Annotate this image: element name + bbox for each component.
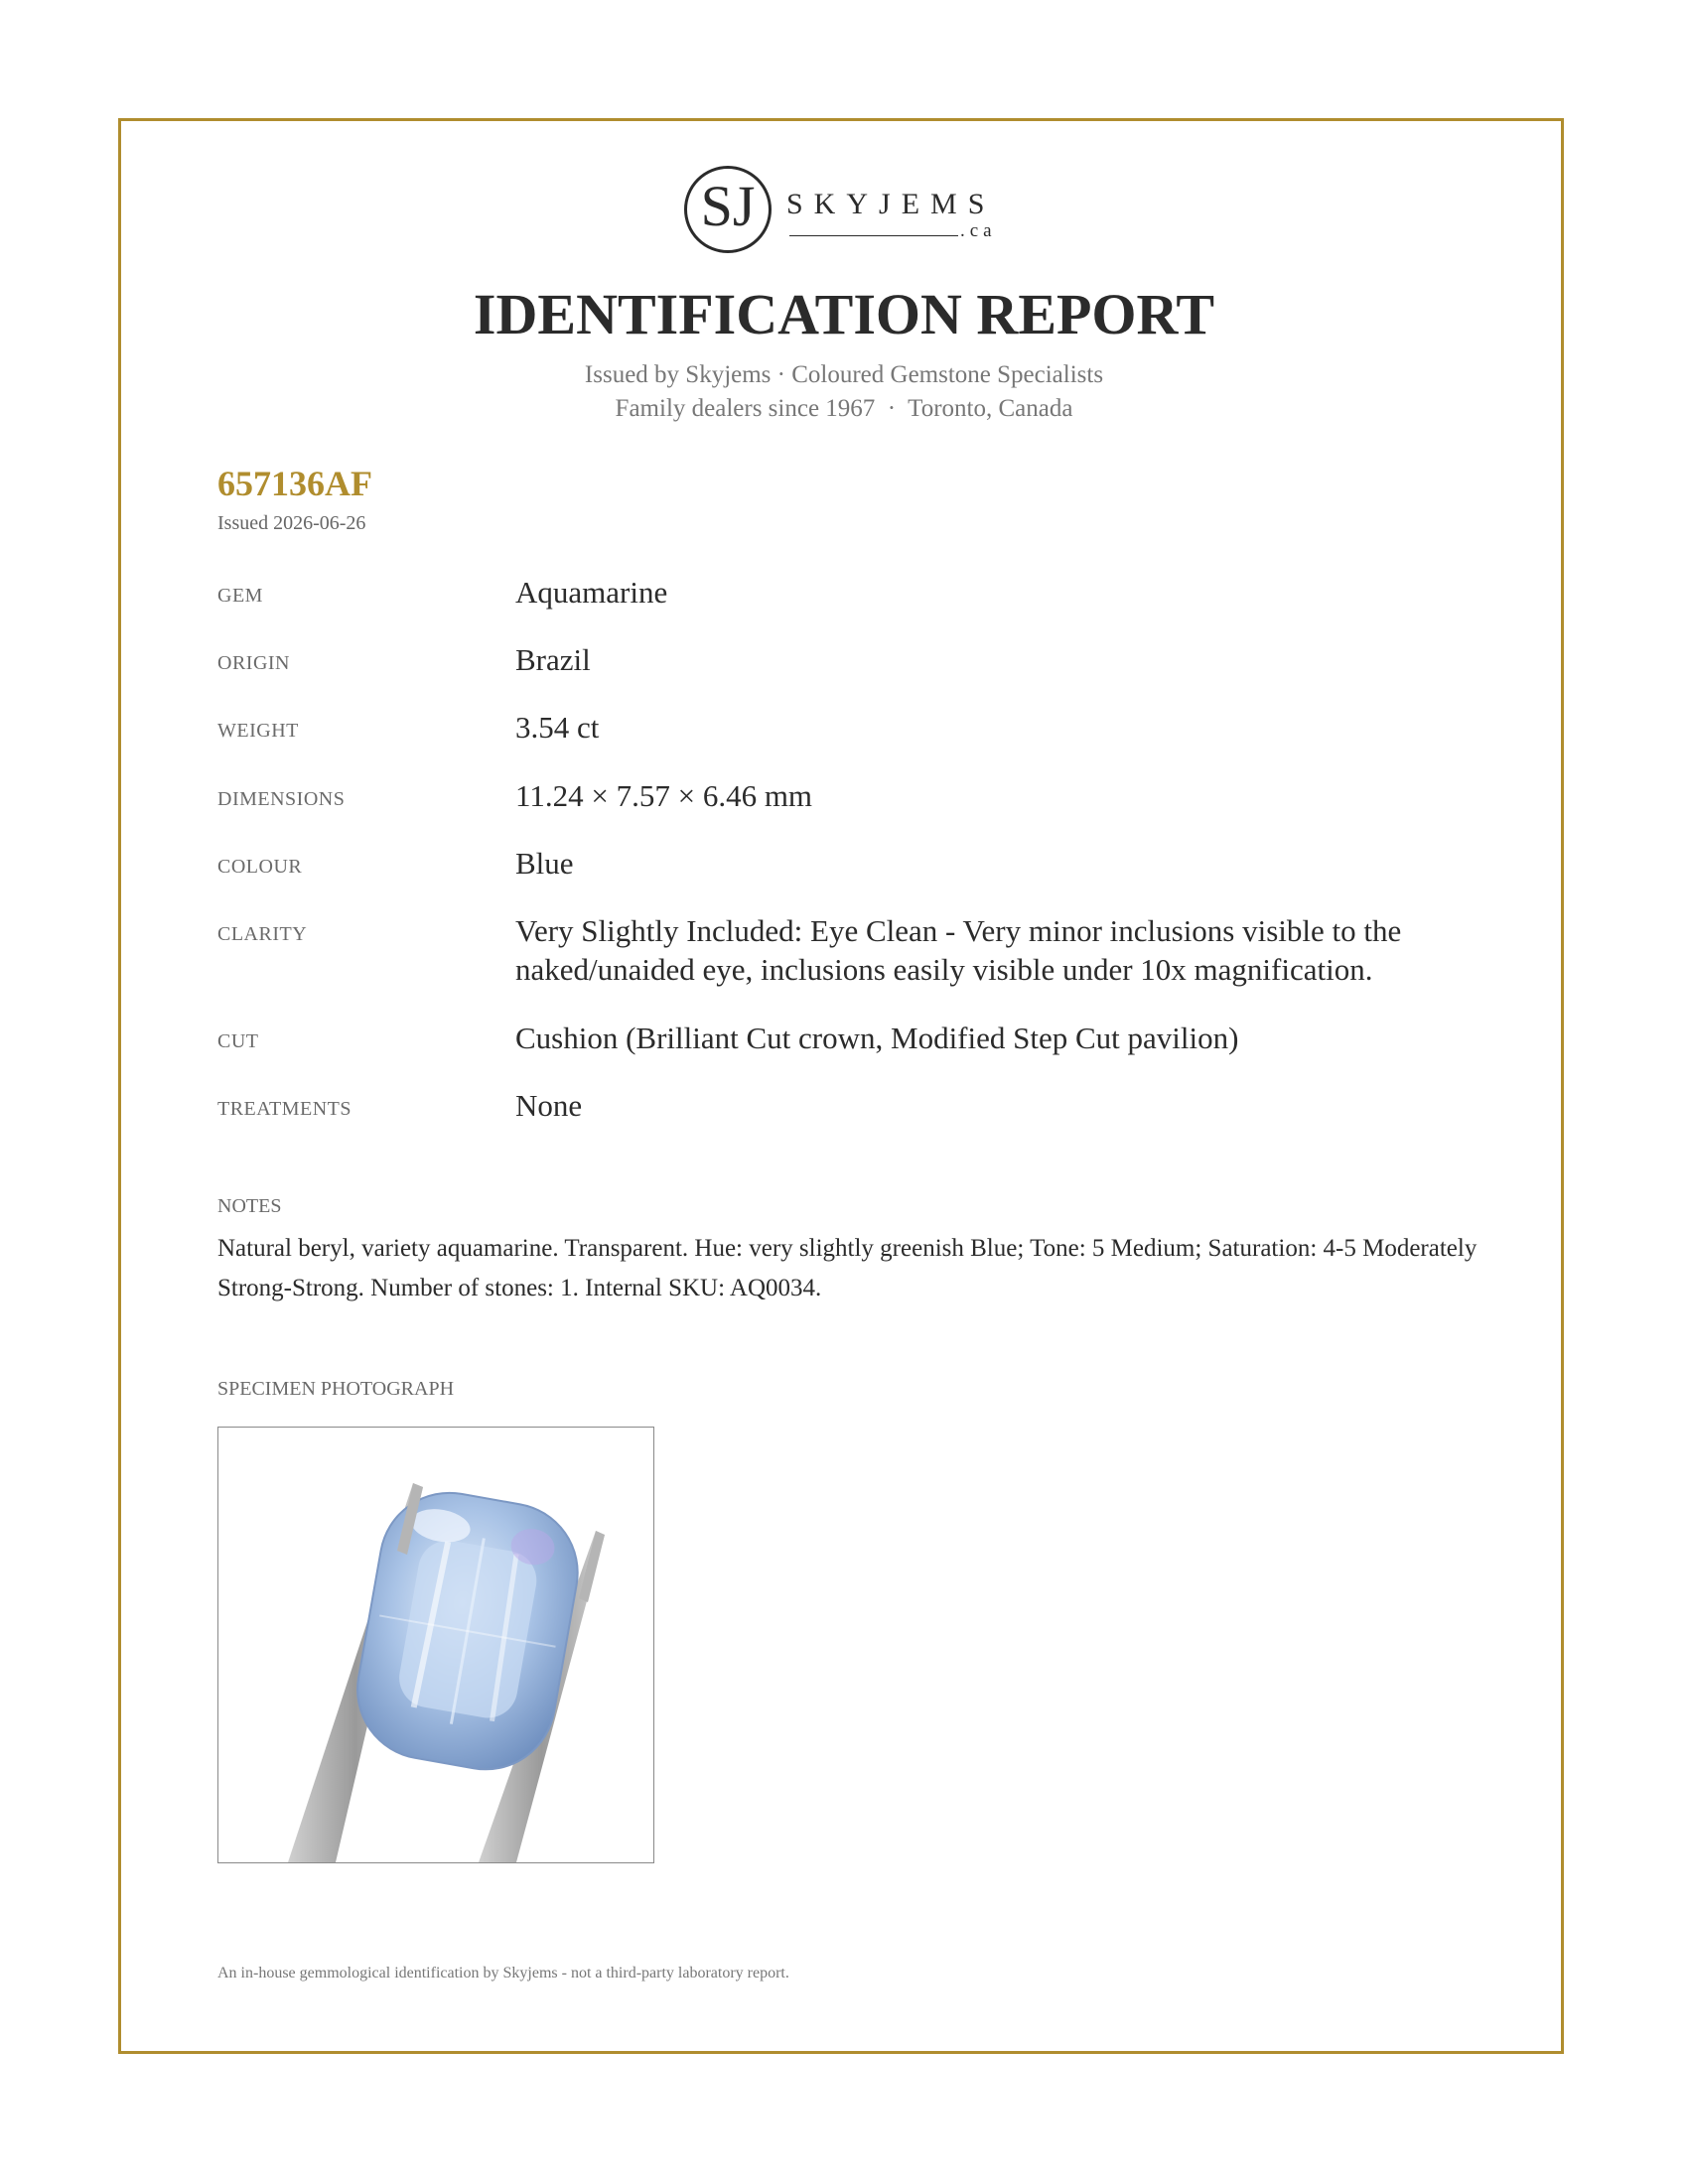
dimensions-value: 11.24 × 7.57 × 6.46 mm: [515, 778, 813, 813]
issue-date: Issued 2026-06-26: [217, 512, 366, 534]
treatments-label: TREATMENTS: [217, 1098, 352, 1120]
disclaimer: An in-house gemmological identification by Skyjems - not a third-party laboratory report.: [217, 1965, 789, 1981]
colour-label: COLOUR: [217, 856, 303, 878]
aquamarine-gem: [347, 1482, 589, 1781]
colour-value: Blue: [515, 846, 574, 881]
photo-label: SPECIMEN PHOTOGRAPH: [217, 1378, 455, 1400]
report-number: 657136AF: [217, 464, 372, 503]
issuer-line: Issued by Skyjems · Coloured Gemstone Specialists: [584, 361, 1104, 388]
cut-value: Cushion (Brilliant Cut crown, Modified Step Cut pavilion): [515, 1021, 1239, 1055]
report-title: IDENTIFICATION REPORT: [473, 282, 1215, 346]
tweezer-right-tip: [579, 1531, 605, 1602]
notes-label: NOTES: [217, 1195, 282, 1217]
clarity-label: CLARITY: [217, 923, 308, 945]
weight-value: 3.54 ct: [515, 710, 600, 745]
cut-label: CUT: [217, 1030, 259, 1052]
logo-wordmark: SKYJEMS: [786, 188, 996, 220]
logo-domain: .ca: [960, 220, 997, 241]
notes-text: Natural beryl, variety aquamarine. Transparent. Hue: very slightly greenish Blue; Tone: 5 Medium; Saturation: 4-5 Moderately Strong-Strong. Number of stones: 1. Internal SKU: AQ0034.: [217, 1235, 1477, 1301]
logo-rule: [789, 235, 958, 236]
dimensions-label: DIMENSIONS: [217, 788, 346, 810]
clarity-value: Very Slightly Included: Eye Clean - Very minor inclusions visible to the naked/unaided eye, inclusions easily visible under 10x magnification.: [515, 913, 1402, 987]
origin-label: ORIGIN: [217, 652, 290, 674]
weight-label: WEIGHT: [217, 720, 299, 742]
origin-value: Brazil: [515, 642, 591, 677]
gem-label: GEM: [217, 585, 263, 607]
specimen-photo: [217, 1427, 654, 1863]
gem-value: Aquamarine: [515, 575, 668, 610]
skyjems-logo: [684, 164, 1002, 261]
treatments-value: None: [515, 1088, 583, 1123]
dealer-line: Family dealers since 1967 · Toronto, Canada: [615, 395, 1073, 422]
logo-monogram: SJ: [700, 174, 756, 238]
